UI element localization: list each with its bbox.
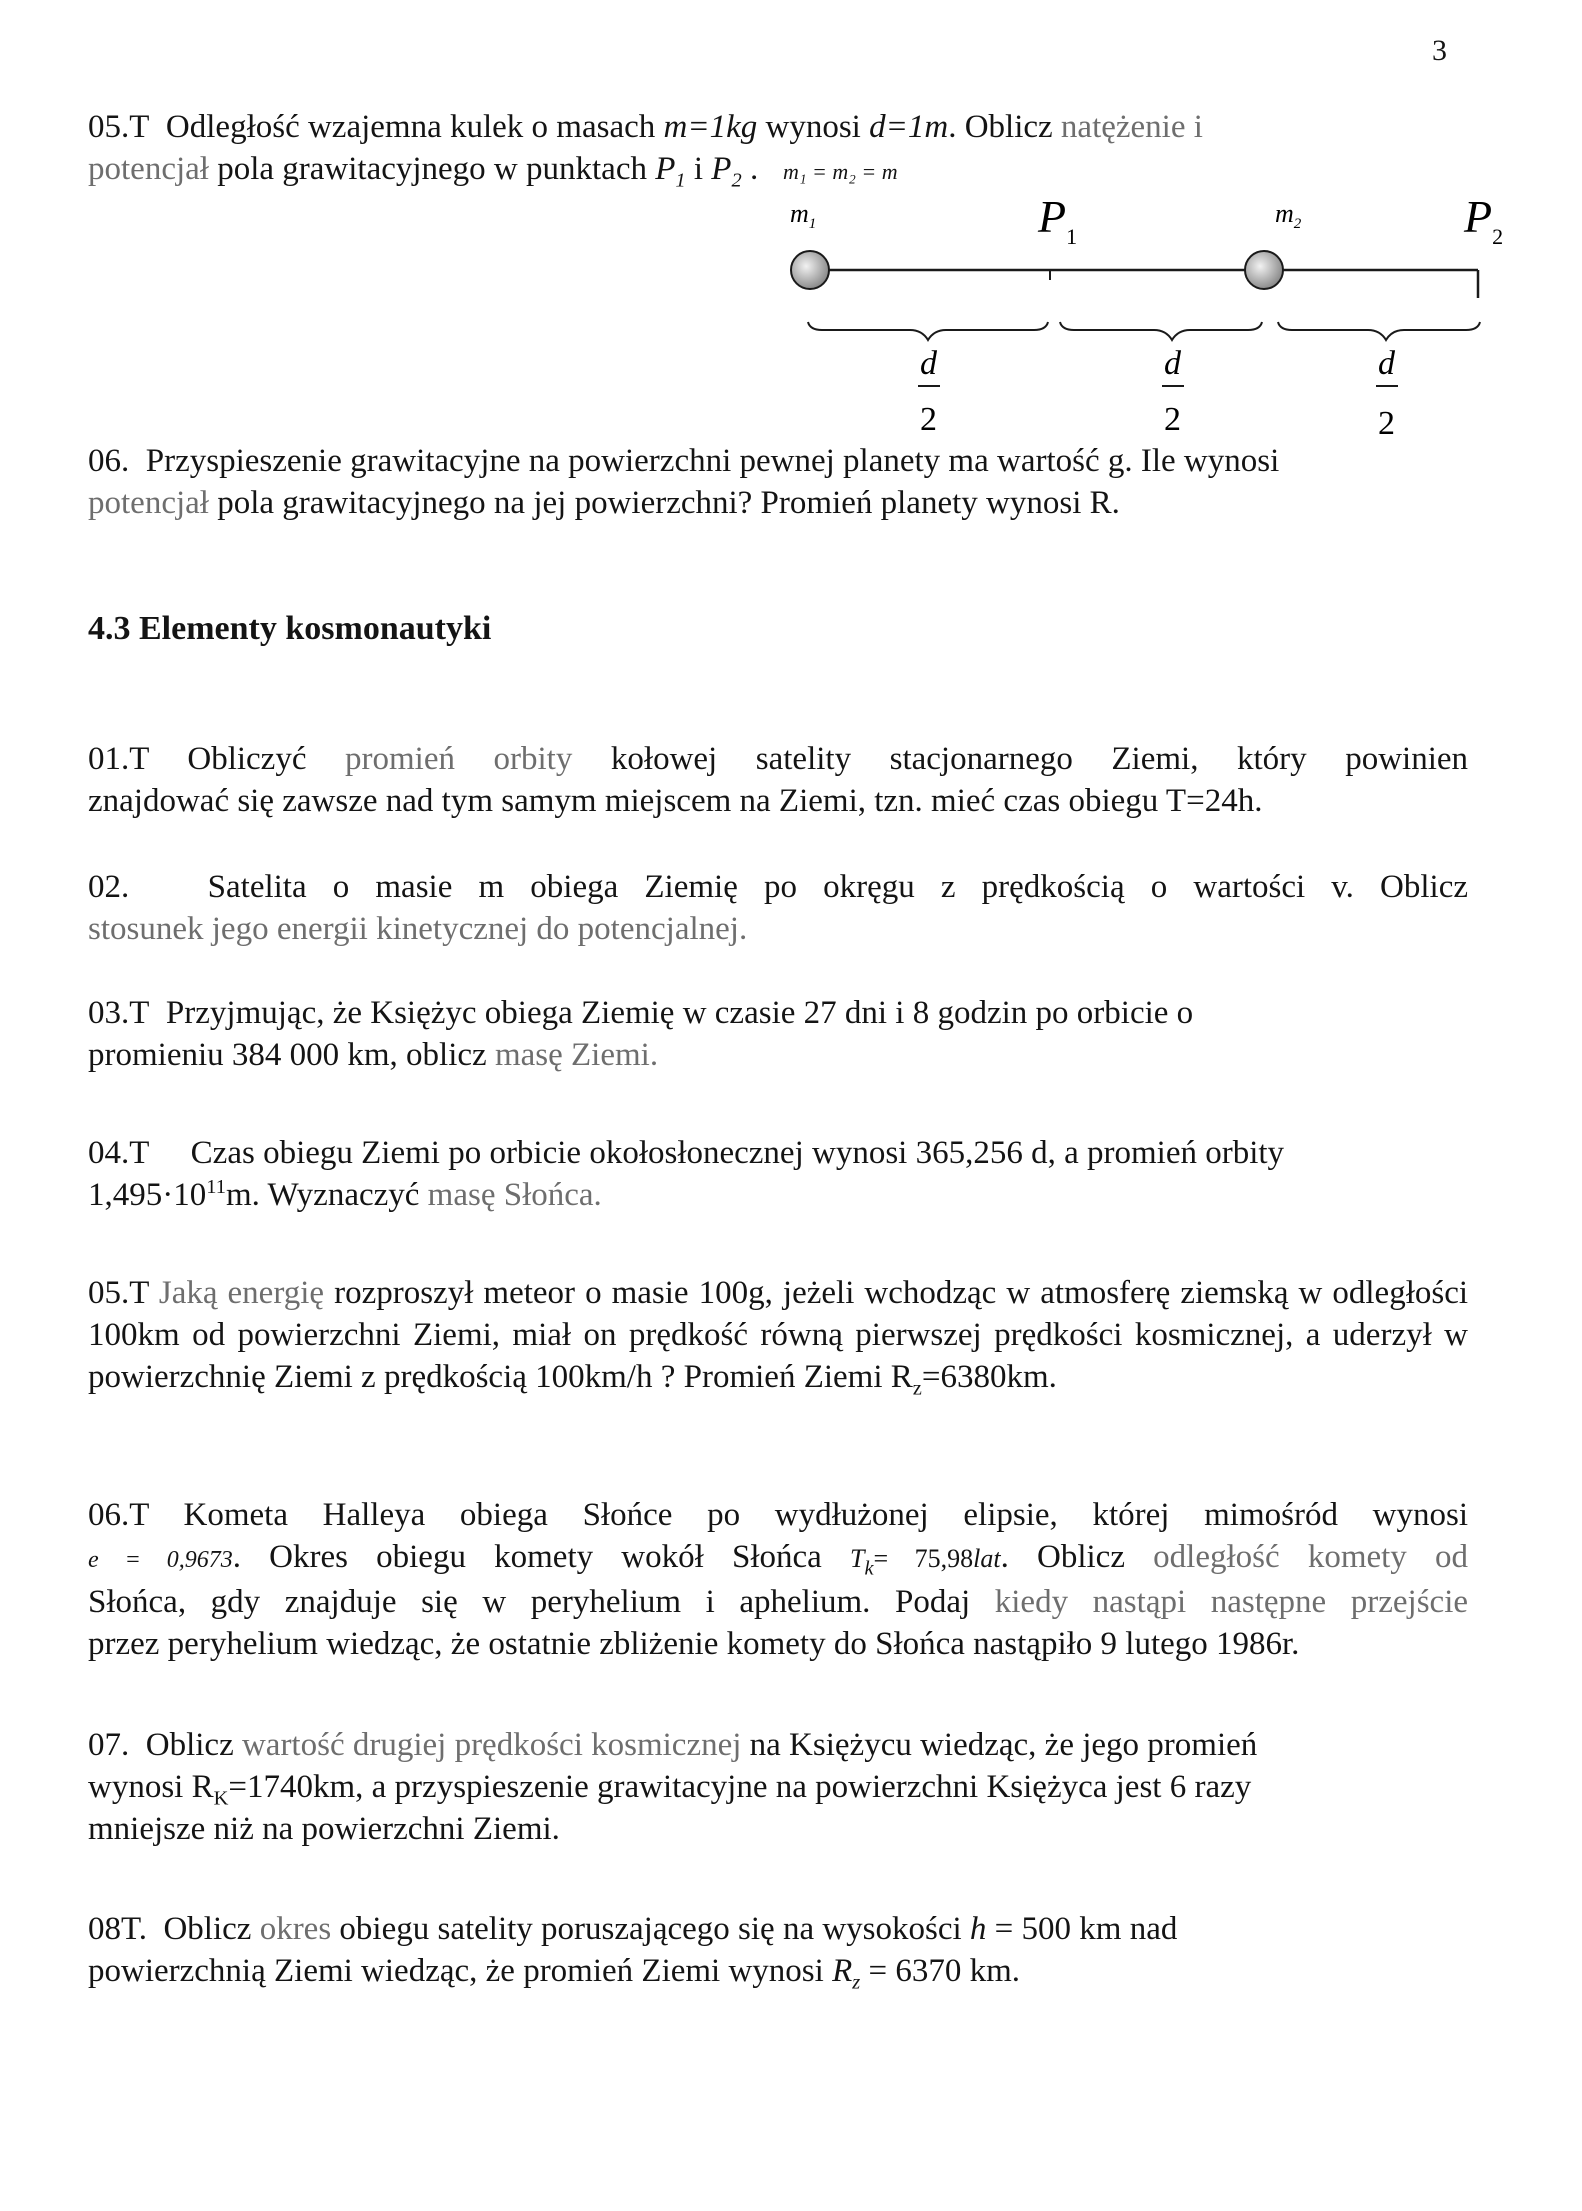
section-title: 4.3 Elementy kosmonautyki [88, 610, 492, 647]
problem-number: 06.T [88, 1497, 149, 1533]
mass-ball-2 [1245, 251, 1283, 289]
fraction-d-over-2 [918, 345, 940, 438]
svg-text:2: 2 [920, 401, 937, 438]
mass-equality: m₁ = m₂ = m [782, 159, 898, 184]
brace-2 [1060, 322, 1262, 340]
page-number: 3 [1432, 34, 1447, 67]
problem-01-stationary-satellite: 01.T Obliczyć promień orbity kołowej satelity stacjonarnego Ziemi, który powinien znajdować się zawsze nad tym samym miejscem na Ziemi, tzn. mieć czas obiegu T=24h. [88, 741, 1469, 819]
problem-number: 08T. [88, 1911, 147, 1947]
p1-label: $P_1$ [1038, 196, 1078, 249]
problem-number: 07. [88, 1727, 130, 1763]
svg-text:d: d [920, 345, 937, 382]
svg-text:2: 2 [1164, 401, 1181, 438]
brace-3 [1278, 322, 1480, 340]
m1-label: $m_1$ [790, 199, 817, 232]
problem-07-moon-escape-velocity: 07. Oblicz wartość drugiej prędkości kosmicznej na Księżycu wiedząc, że jego promień wynosi $R_K=1740km$, a przyspieszenie grawitacyjne na powierzchni Księżyca jest 6 razy mniejsze niż na powierzchni Ziemi. [88, 1727, 1258, 1847]
svg-text:2: 2 [1378, 405, 1395, 442]
svg-text:d: d [1164, 345, 1181, 382]
masses-diagram [790, 196, 1510, 446]
problem-05-meteor-energy: 05.T Jaką energię rozproszył meteor o masie 100g, jeżeli wchodząc w atmosferę ziemską w odległości 100km od powierzchni Ziemi, miał on prędkość równą pierwszej prędkości kosmicznej, a uderzył w powierzchnię Ziemi z prędkością 100km/h ? Promień Ziemi $R_z=6380km$. [88, 1275, 1469, 1400]
problem-08-satellite-period: 08T. Oblicz okres obiegu satelity poruszającego się na wysokości h = 500 km nad powierzchnią Ziemi wiedząc, że promień Ziemi wynosi $R_z = 6370$ km. [88, 1911, 1178, 1994]
problem-number: 05.T [88, 109, 150, 145]
p2-label: $P_2$ [1464, 196, 1504, 249]
problem-number: 04.T [88, 1135, 150, 1171]
brace-1 [808, 322, 1048, 340]
problem-number: 06. [88, 443, 130, 479]
problem-number: 05.T [88, 1275, 149, 1311]
problem-04-sun-mass: 04.T Czas obiegu Ziemi po orbicie okołosłonecznej wynosi 365,256 d, a promień orbity $1,495\cdot 10^{11}m$. Wyznaczyć masę Słońca. [88, 1135, 1285, 1213]
problem-number: 03.T [88, 995, 150, 1031]
problem-06-halley-comet: 06.T Kometa Halleya obiega Słońce po wydłużonej elipsie, której mimośród wynosi e = 0,9673. Okres obiegu komety wokół Słońca $T_k= 75,98lat$. Oblicz odległość komety od Słońca, gdy znajduje się w peryhelium i aphelium. Podaj kiedy nastąpi następne przejście przez peryhelium wiedząc, że ostatnie zbliżenie komety do Słońca nastąpiło 9 lutego 1986r. [88, 1497, 1469, 1662]
problem-05-gravity-field: 05.T Odległość wzajemna kulek o masach m=1kg wynosi d=1m. Oblicz natężenie i potencjał pola grawitacyjnego w punktach $P_1$ i $P_2$ . m₁ = m₂ = m [88, 109, 1203, 192]
mass-ball-1 [791, 251, 829, 289]
fraction-d-over-2 [1376, 345, 1398, 442]
problem-06-potential: 06. Przyspieszenie grawitacyjne na powierzchni pewnej planety ma wartość g. Ile wynosi potencjał pola grawitacyjnego na jej powierzchni? Promień planety wynosi R. [88, 443, 1280, 521]
m2-label: $m_2$ [1275, 199, 1302, 232]
problem-number: 02. [88, 869, 130, 905]
fraction-d-over-2 [1162, 345, 1184, 438]
svg-text:d: d [1378, 345, 1395, 382]
problem-number: 01.T [88, 741, 149, 777]
problem-02-energy-ratio: 02. Satelita o masie m obiega Ziemię po okręgu z prędkością o wartości v. Oblicz stosunek jego energii kinetycznej do potencjalnej. [88, 869, 1468, 947]
problem-03-earth-mass: 03.T Przyjmując, że Księżyc obiega Ziemię w czasie 27 dni i 8 godzin po orbicie o promieniu 384 000 km, oblicz masę Ziemi. [88, 995, 1194, 1073]
